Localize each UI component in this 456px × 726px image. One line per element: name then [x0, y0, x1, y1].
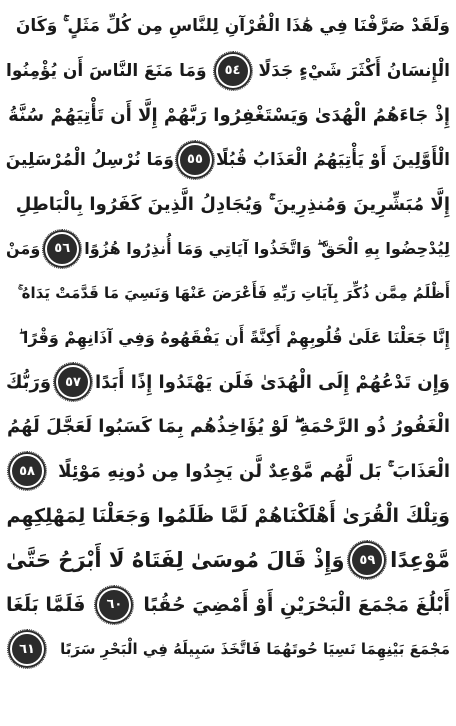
- line-text: مَجْمَعَ بَيْنِهِمَا نَسِيَا حُوتَهُمَا فَاتَّخَذَ سَبِيلَهُ فِي الْبَحْرِ سَرَبًا: [60, 640, 450, 659]
- line-text: إِنَّا جَعَلْنَا عَلَىٰ قُلُوبِهِمْ أَكِنَّةً أَن يَفْقَهُوهُ وَفِي آذَانِهِمْ وَقْرًا ۖ: [18, 327, 450, 347]
- text-line: [6, 494, 450, 539]
- text-line: [6, 271, 450, 316]
- text-line: [6, 227, 450, 272]
- text-line: [6, 4, 450, 49]
- verse-number-icon: ٦٠: [97, 588, 131, 622]
- line-text: وَإِن تَدْعُهُمْ إِلَى الْهُدَىٰ فَلَن يَهْتَدُوا إِذًا أَبَدًا: [94, 371, 450, 393]
- line-text: إِذْ جَاءَهُمُ الْهُدَىٰ وَيَسْتَغْفِرُوا رَبَّهُمْ إِلَّا أَن تَأْتِيَهُمْ سُنَّةُ: [8, 104, 450, 126]
- line-text: وَتِلْكَ الْقُرَىٰ أَهْلَكْنَاهُمْ لَمَّا ظَلَمُوا وَجَعَلْنَا لِمَهْلِكِهِم: [6, 504, 450, 527]
- line-text: وَإِذْ قَالَ مُوسَىٰ لِفَتَاهُ لَا أَبْرَحُ حَتَّىٰ: [6, 548, 345, 573]
- line-text: أَبْلُغَ مَجْمَعَ الْبَحْرَيْنِ أَوْ أَمْضِيَ حُقُبًا: [143, 593, 450, 616]
- text-line: [6, 93, 450, 138]
- verse-number-icon: ٥٨: [10, 454, 44, 488]
- text-line: [6, 182, 450, 227]
- line-text: لِيُدْحِضُوا بِهِ الْحَقَّ ۖ وَاتَّخَذُوا آيَاتِي وَمَا أُنذِرُوا هُزُوًا: [84, 238, 450, 258]
- line-text: وَلَقَدْ صَرَّفْنَا فِي هَٰذَا الْقُرْآنِ لِلنَّاسِ مِن كُلِّ مَثَلٍ ۚ وَكَانَ: [15, 16, 450, 37]
- text-line: [6, 449, 450, 494]
- line-text: الْإِنسَانُ أَكْثَرَ شَيْءٍ جَدَلًا: [258, 60, 450, 81]
- text-line: [6, 138, 450, 183]
- line-text: وَمَنْ: [6, 239, 41, 259]
- text-line: [6, 49, 450, 94]
- line-text: وَرَبُّكَ: [6, 371, 52, 393]
- line-text: أَظْلَمُ مِمَّن ذُكِّرَ بِآيَاتِ رَبِّهِ فَأَعْرَضَ عَنْهَا وَنَسِيَ مَا قَدَّمَتْ يَدَاهُ ۚ: [17, 284, 450, 303]
- text-line: [6, 360, 450, 405]
- line-text: وَمَا مَنَعَ النَّاسَ أَن يُؤْمِنُوا: [6, 60, 207, 81]
- verse-number-icon: ٥٩: [350, 543, 384, 577]
- text-line: [6, 538, 450, 583]
- line-text: مَّوْعِدًا: [390, 548, 450, 573]
- line-text: الْعَذَابَ ۚ بَل لَّهُم مَّوْعِدٌ لَّن يَجِدُوا مِن دُونِهِ مَوْئِلًا: [58, 460, 450, 482]
- verse-number-icon: ٥٥: [178, 143, 212, 177]
- text-line: [6, 627, 450, 672]
- text-line: [6, 316, 450, 361]
- verse-number-icon: ٥٧: [56, 365, 90, 399]
- line-text: وَمَا نُرْسِلُ الْمُرْسَلِينَ: [6, 149, 174, 170]
- verse-number-icon: ٥٦: [45, 232, 79, 266]
- line-text: الْغَفُورُ ذُو الرَّحْمَةِ ۖ لَوْ يُؤَاخِذُهُم بِمَا كَسَبُوا لَعَجَّلَ لَهُمُ: [7, 416, 450, 438]
- line-text: إِلَّا مُبَشِّرِينَ وَمُنذِرِينَ ۚ وَيُجَادِلُ الَّذِينَ كَفَرُوا بِالْبَاطِلِ: [15, 193, 450, 215]
- verse-number-icon: ٥٤: [216, 54, 250, 88]
- line-text: فَلَمَّا بَلَغَا: [6, 593, 86, 616]
- line-text: الْأَوَّلِينَ أَوْ يَأْتِيَهُمُ الْعَذَابُ قُبُلًا: [215, 149, 450, 170]
- text-line: [6, 405, 450, 450]
- text-line: [6, 583, 450, 628]
- verse-number-icon: ٦١: [10, 632, 44, 666]
